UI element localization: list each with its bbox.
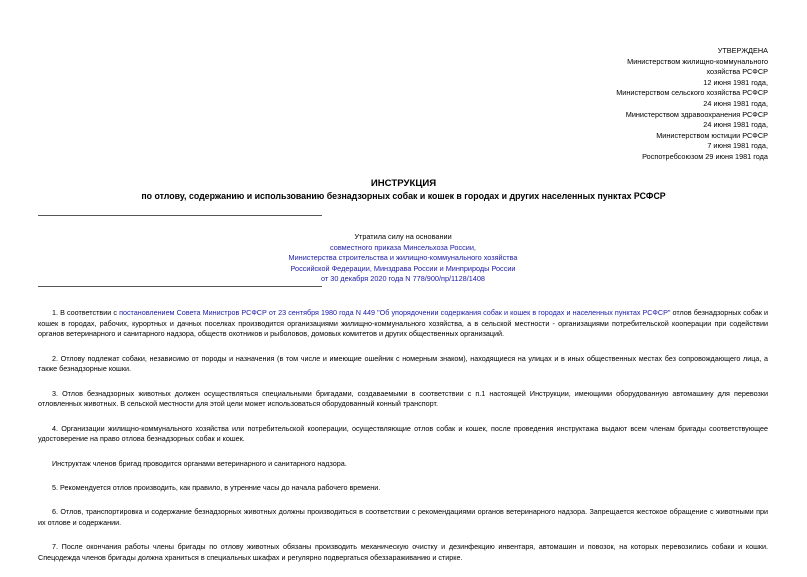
approval-line: Министерством здравоохранения РСФСР xyxy=(625,109,768,119)
title-subheading: по отлову, содержанию и использованию безнадзорных собак и кошек в городах и других населенных пунктах РСФСР xyxy=(141,191,666,201)
approval-line: Роспотребсоюзом 29 июня 1981 года xyxy=(642,151,768,161)
revocation-link-date[interactable]: от 30 декабря 2020 года N 778/900/пр/1128/1408 xyxy=(321,274,485,284)
approval-line: 24 июня 1981 года, xyxy=(703,120,768,130)
paragraph-3: 3. Отлов безнадзорных животных должен осуществляться специальными бригадами, создаваемыми в соответствии с п.1 настоящей Инструкции, имеющими оборудованную автомашину для перевозки отловленных животных. В сельской местности для этой цели может использоваться оборудованный конный транспорт. xyxy=(38,388,768,409)
resolution-link[interactable]: постановлением Совета Министров РСФСР от 23 сентября 1980 года N 449 "Об упорядочении содержания собак и кошек в городах и населенных пунктах РСФСР" xyxy=(119,308,671,317)
revocation-link-order[interactable]: совместного приказа Минсельхоза России, xyxy=(330,242,476,252)
revocation-note xyxy=(268,232,538,285)
document-title xyxy=(0,178,807,202)
approval-line: 24 июня 1981 года, xyxy=(703,98,768,108)
title-heading: ИНСТРУКЦИЯ xyxy=(370,178,437,189)
paragraph-1-end: отлов безнадзорных собак и кошек в городах, рабочих, курортных и дачных поселках производится организациями жилищно-коммунального хозяйства, а в сельской местности - организациями потребительской кооперации при содействии органов ветеринарного и санитарного надзора, обществ охотников и рыболовов, домовых комитетов и других общественных организаций. xyxy=(38,308,768,339)
approval-line: хозяйства РСФСР xyxy=(706,67,768,77)
approval-line: Министерством юстиции РСФСР xyxy=(656,130,768,140)
document-body xyxy=(38,308,768,577)
approval-line: Министерством жилищно-коммунального xyxy=(627,56,768,66)
divider-top xyxy=(38,215,322,216)
paragraph-6: 6. Отлов, транспортировка и содержание безнадзорных животных должны производиться в соответствии с рекомендациями органов ветеринарного надзора. Запрещается жестокое обращение с животными при их отлове и содержании. xyxy=(38,507,768,527)
paragraph-5: 5. Рекомендуется отлов производить, как правило, в утренние часы до начала рабочего времени. xyxy=(52,482,381,492)
paragraph-1 xyxy=(38,308,768,340)
paragraph-4: 4. Организации жилищно-коммунального хозяйства или потребительской кооперации, осуществляющие отлов собак и кошек, после проведения инструктажа выдают всем членам бригады соответствующее удостоверение на право отлова безнадзорных собак и кошек. xyxy=(38,423,768,444)
paragraph-2: 2. Отлову подлежат собаки, независимо от породы и назначения (в том числе и имеющие ошейник с номерным знаком), находящиеся на улицах и в иных общественных местах без сопровождающего лица, а также безнадзорные кошки. xyxy=(38,353,768,374)
revocation-link-federation[interactable]: Российской Федерации, Минздрава России и Минприроды России xyxy=(290,263,516,273)
paragraph-7: 7. После окончания работы члены бригады по отлову животных обязаны производить механическую очистку и дезинфекцию инвентаря, автомашин и повозок, на которых перевозились собаки и кошки. Спецодежда членов бригады должна храниться в специальных шкафах и регулярно подвергаться обеззараживанию и стирке. xyxy=(38,542,768,562)
approval-line: 7 июня 1981 года, xyxy=(707,141,768,151)
divider-bottom xyxy=(38,286,322,287)
approval-line: УТВЕРЖДЕНА xyxy=(717,46,768,55)
approval-line: Министерством сельского хозяйства РСФСР xyxy=(616,88,768,98)
paragraph-1-start: 1. В соответствии с xyxy=(52,308,120,317)
revocation-link-ministry[interactable]: Министерства строительства и жилищно-коммунального хозяйства xyxy=(288,253,518,263)
revocation-text: Утратила силу на основании xyxy=(354,232,452,241)
paragraph-4b: Инструктаж членов бригад проводится органами ветеринарного и санитарного надзора. xyxy=(52,458,347,468)
approval-line: 12 июня 1981 года, xyxy=(703,77,768,87)
approval-block xyxy=(508,46,768,163)
